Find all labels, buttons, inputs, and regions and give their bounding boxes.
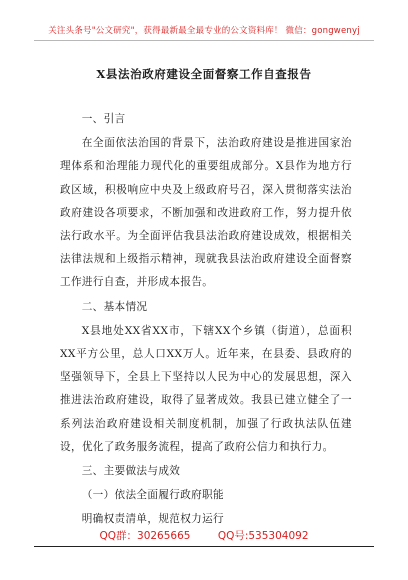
header-note: 关注头条号"公文研究"，获得最新最全最专业的公文资料库！ 微信：gongwenyj [48, 26, 360, 36]
footer-divider [34, 546, 374, 547]
section-heading: 二、基本情况 [81, 300, 148, 313]
footer-contact [0, 528, 408, 543]
header-divider [34, 40, 374, 41]
subsection-heading: （一）依法全面履行政府职能 [81, 489, 224, 502]
paragraph: X县地处XX省XX市，下辖XX个乡镇（街道），总面积XX平方公里，总人口XX万人。近年来，在县委、县政府的坚强领导下，全县上下坚持以人民为中心的发展思想，深入推进法治政府建设，取得了显著成效。我县已建立健全了一系列法治政府建设相关制度机制，加强了行政执法队伍建设，优化了政务服务流程，提高了政府公信力和执行力。 [60, 324, 352, 453]
document-title: X县法治政府建设全面督察工作自查报告 [96, 67, 312, 81]
paragraph: 在全面依法治国的背景下，法治政府建设是推进国家治理体系和治理能力现代化的重要组成部分。X县作为地方行政区域，积极响应中央及上级政府号召，深入贯彻落实法治政府建设各项要求，不断加强和改进政府工作，努力提升依法行政水平。为全面评估我县法治政府建设成效，根据相关法律法规和上级指示精神，现就我县法治政府建设全面督察工作进行自查，并形成本报告。 [60, 137, 352, 289]
footer-qq-number: QQ号:535304092 [217, 530, 309, 542]
document-body [60, 108, 352, 532]
item-heading: 明确权责清单，规范权力运行 [81, 513, 224, 526]
section-heading: 三、主要做法与成效 [81, 465, 181, 478]
footer-qq-group: QQ群：30265665 [99, 530, 191, 542]
section-heading: 一、引言 [81, 113, 126, 125]
